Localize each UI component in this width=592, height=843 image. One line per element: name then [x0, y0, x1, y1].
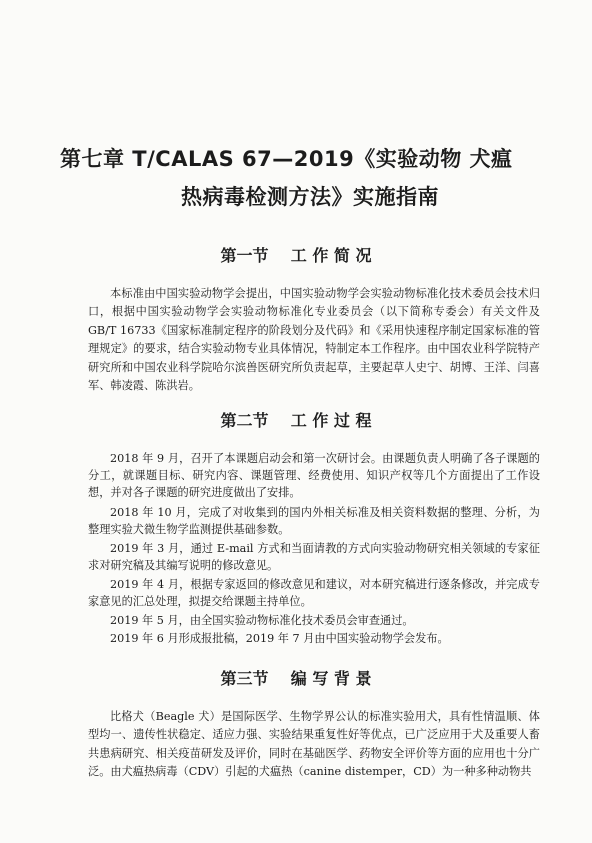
paragraph-process-2019-04: 2019 年 4 月，根据专家返回的修改意见和建议，对本研究稿进行逐条修改，并完成专家意见的汇总处理，拟提交给课题主持单位。 [88, 578, 540, 608]
section-heading-work-process: 第二节 工 作 过 程 [220, 411, 372, 430]
chapter-title-line-2: 热病毒检测方法》实施指南 [181, 185, 439, 209]
paragraph-process-2019-03: 2019 年 3 月，通过 E-mail 方式和当面请教的方式向实验动物研究相关领域的专家征求对研究稿及其编写说明的修改意见。 [88, 542, 540, 572]
section-heading-background: 第三节 编 写 背 景 [220, 669, 372, 688]
chapter-title [60, 140, 540, 216]
paragraph-background: 比格犬（Beagle 犬）是国际医学、生物学界公认的标准实验用犬，具有性情温顺、体型均一、遗传性状稳定、适应力强、实验结果重复性好等优点，已广泛应用于犬及重要人畜共患病研究、相关疫苗研发及评价，同时在基础医学、药物安全评价等方面的应用也十分广泛。由犬瘟热病毒（CDV）引起的犬瘟热（canine distemper，CD）为一种多种动物共 [88, 710, 540, 779]
paragraph-work-overview: 本标准由中国实验动物学会提出，中国实验动物学会实验动物标准化技术委员会技术归口，根据中国实验动物学会实验动物标准化专业委员会（以下简称专委会）有关文件及GB/T 16733《国家标准制定程序的阶段划分及代码》和《采用快速程序制定国家标准的管理规定》的要求，结合实验动物专业具体情况，特制定本工作程序。由中国农业科学院特产研究所和中国农业科学院哈尔滨兽医研究所负责起草，主要起草人史宁、胡博、王洋、闫喜军、韩凌霞、陈洪岩。 [88, 287, 540, 393]
paragraph-process-2019-05: 2019 年 5 月，由全国实验动物标准化技术委员会审查通过。 [110, 614, 414, 627]
paragraph-process-2019-06: 2019 年 6 月形成报批稿，2019 年 7 月由中国实验动物学会发布。 [110, 632, 449, 645]
chapter-title-line-1: 第七章 T/CALAS 67—2019《实验动物 犬瘟 [60, 147, 513, 171]
paragraph-process-2018-09: 2018 年 9 月，召开了本课题启动会和第一次研讨会。由课题负责人明确了各子课题的分工，就课题目标、研究内容、课题管理、经费使用、知识产权等几个方面提出了工作设想，并对各子课题的研究进度做出了安排。 [88, 452, 540, 499]
section-heading-work-overview: 第一节 工 作 简 况 [220, 246, 372, 265]
paragraph-process-2018-10: 2018 年 10 月，完成了对收集到的国内外相关标准及相关资料数据的整理、分析，为整理实验犬微生物学监测提供基础参数。 [88, 506, 540, 536]
